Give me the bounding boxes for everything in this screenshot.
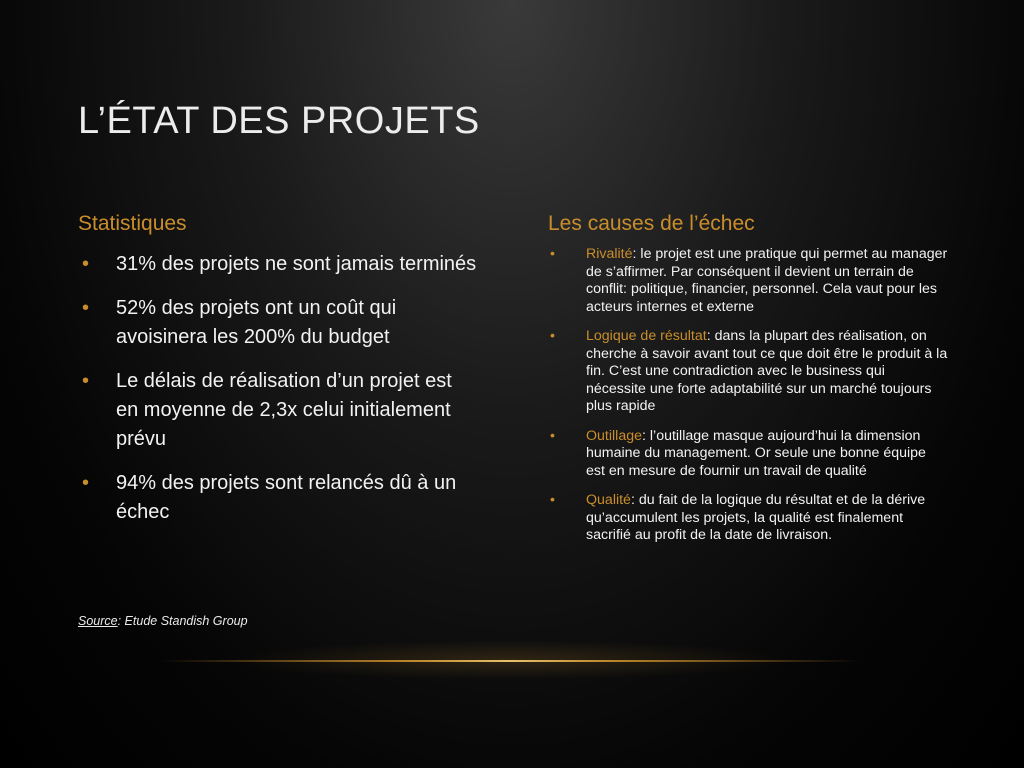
statistics-heading: Statistiques [78,212,187,235]
list-item-text: Le délais de réalisation d’un projet est en moyenne de 2,3x celui initialement prévu [116,370,452,450]
decorative-gold-line [160,660,860,662]
list-item [548,428,948,481]
cause-term: Qualité [586,492,631,508]
bullet-icon: • [550,427,555,444]
list-item [78,250,478,279]
bullet-icon: • [82,297,90,319]
source-text: : Etude Standish Group [117,614,248,628]
source-citation [78,614,248,628]
cause-description: : le projet est une pratique qui permet au manager de s’affirmer. Par conséquent il devient un terrain de conflit: politique, financier, personnel. Cela vaut pour les acteurs internes et externe [586,246,948,315]
bullet-icon: • [550,492,555,508]
bullet-icon: • [82,472,90,494]
cause-term: Rivalité [586,246,633,262]
list-item [548,328,948,416]
failure-causes-list [548,246,948,545]
bullet-icon: • [82,370,90,392]
statistics-list [78,250,478,527]
statistics-column [78,212,478,542]
cause-term: Outillage [586,427,642,444]
list-item [78,469,478,527]
source-label: Source [78,614,118,628]
list-item [78,367,478,454]
list-item-text: 31% des projets ne sont jamais terminés [116,253,477,275]
cause-term: Logique de résultat [586,328,707,344]
cause-description: : dans la plupart des réalisation, on cherche à savoir avant tout ce que doit être le produit à la fin. C’est une contradiction avec le business qui nécessite une forte adaptabilité sur un marché toujours plus rapide [586,328,948,414]
list-item-text: 94% des projets sont relancés dû à un échec [116,472,457,523]
cause-description: : du fait de la logique du résultat et de la dérive qu’accumulent les projets, la qualité est finalement sacrifié au profit de la date de livraison. [586,492,926,543]
cause-description: : l’outillage masque aujourd’hui la dimension humaine du management. Or seule une bonne équipe est en mesure de fournir un travail de qualité [586,427,926,479]
list-item [548,246,948,316]
failure-causes-heading: Les causes de l’échec [548,212,755,235]
slide-title: L’ÉTAT DES PROJETS [78,100,480,142]
bullet-icon: • [550,246,555,262]
list-item-text: 52% des projets ont un coût qui avoisinera les 200% du budget [116,297,397,348]
list-item [78,294,478,352]
failure-causes-column [548,212,948,557]
bullet-icon: • [82,253,90,275]
bullet-icon: • [550,328,555,344]
list-item [548,492,948,545]
